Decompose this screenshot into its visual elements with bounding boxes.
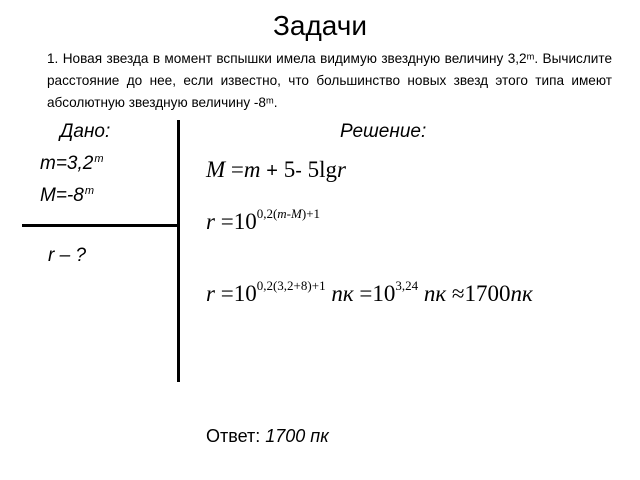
- formula1-eq: =: [230, 157, 244, 182]
- unknown-r: r – ?: [48, 245, 87, 266]
- formula2-exp-open: (: [272, 206, 278, 221]
- vertical-divider: [177, 120, 180, 382]
- formula1-plus: +: [266, 160, 278, 182]
- formula2-exp-m: m: [277, 206, 287, 221]
- formula1-r: r: [337, 157, 346, 182]
- formula2-exp-minus: -: [286, 206, 292, 221]
- horizontal-divider: [22, 224, 180, 227]
- formula-distance-calculation: [206, 278, 533, 307]
- formula2-exponent: [256, 206, 321, 234]
- formula1-minus: -: [295, 160, 302, 182]
- formula2-exp-one: 1: [313, 206, 321, 221]
- given-apparent-magnitude: [40, 153, 104, 175]
- answer-value: 1700 пк: [265, 426, 329, 446]
- solution-heading: Решение:: [340, 121, 427, 142]
- formula1-m: m: [243, 157, 261, 182]
- problem-statement: 1. Новая звезда в момент вспышки имела видимую звездную величину 3,2ᵐ. Вычислите расстояние до нее, если известно, что большинство новых звезд этого типа имеют абсолютную звездную величину -8ᵐ.: [47, 51, 612, 110]
- formula3-unit1: пк: [331, 281, 354, 306]
- formula3-unit2: пк: [423, 281, 447, 306]
- formula2-exp-M: M: [291, 206, 302, 221]
- formula3-r: r: [206, 281, 215, 306]
- given-M-value: M=-8: [40, 185, 84, 206]
- formula3-exp1-plus: +: [293, 278, 301, 293]
- formula3-eq2: =: [359, 281, 373, 306]
- formula1-5lg: 5lg: [307, 157, 338, 182]
- formula3-exp2: 3,24: [395, 278, 419, 293]
- formula3-base1: 10: [233, 281, 257, 306]
- formula3-exp1-one: 1: [319, 278, 326, 293]
- magnitude-unit: m: [84, 185, 94, 197]
- formula1-M: M: [206, 157, 226, 182]
- formula2-r: r: [206, 209, 215, 234]
- formula3-base2: 10: [372, 281, 396, 306]
- given-absolute-magnitude: [40, 185, 94, 207]
- formula3-eq1: =: [220, 281, 234, 306]
- formula3-approx: ≈: [451, 281, 465, 306]
- slide-title: Задачи: [272, 10, 367, 41]
- formula1-five: 5: [283, 157, 296, 182]
- formula2-exp-coef: 0,2: [256, 206, 273, 221]
- answer-label: Ответ:: [206, 426, 266, 446]
- formula-distance-general: [206, 206, 320, 235]
- formula-magnitude-relation: [206, 157, 346, 183]
- formula3-exp1-b: (3,2: [272, 278, 294, 293]
- formula2-exp-plus: +: [306, 206, 314, 221]
- magnitude-unit: m: [94, 153, 104, 165]
- formula3-exponent1: [256, 278, 326, 306]
- given-m-value: m=3,2: [40, 153, 94, 174]
- given-heading: Дано:: [60, 121, 111, 142]
- formula2-eq: =: [220, 209, 234, 234]
- formula3-exp1-plus2: +: [311, 278, 320, 293]
- formula2-exp-close: ): [301, 206, 307, 221]
- formula2-base: 10: [233, 209, 257, 234]
- formula3-exp1-coef: 0,2: [256, 278, 273, 293]
- formula3-value: 1700: [464, 281, 511, 306]
- answer: [206, 426, 329, 447]
- formula3-exp1-c: 8): [300, 278, 312, 293]
- formula3-unit3: пк: [510, 281, 533, 306]
